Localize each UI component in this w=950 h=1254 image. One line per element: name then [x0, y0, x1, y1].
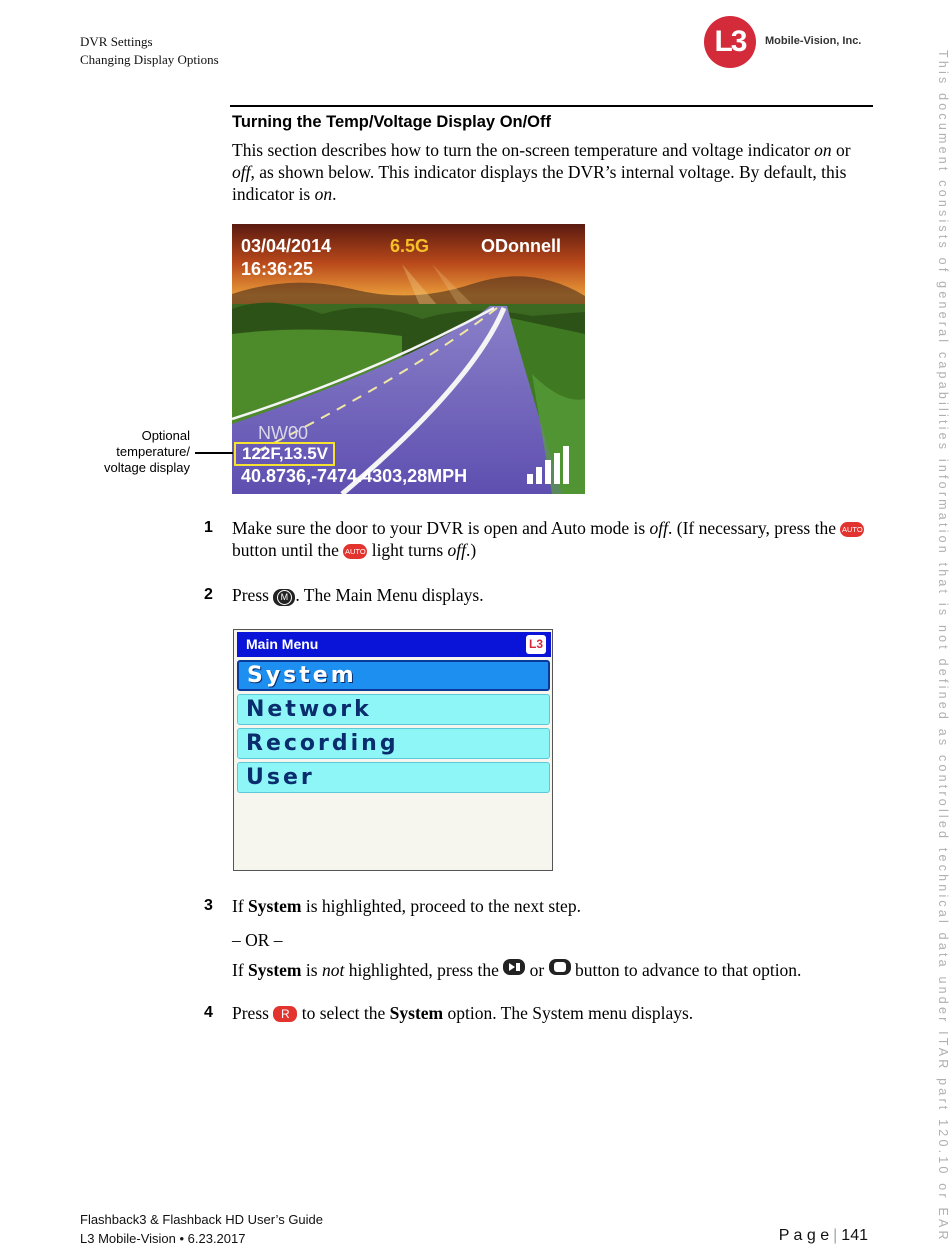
main-menu-screenshot [233, 629, 553, 871]
step-number: 2 [204, 586, 213, 603]
page-footer [80, 1210, 323, 1248]
signal-bars-icon [527, 444, 572, 484]
header-chapter: DVR Settings [80, 34, 153, 49]
page-number: P a g e | 141 [778, 1227, 868, 1244]
footer-guide-title: Flashback3 & Flashback HD User’s Guide [80, 1212, 324, 1227]
logo-text: Mobile-Vision, Inc. [765, 35, 862, 47]
auto-light-icon: AUTO [343, 544, 367, 559]
step-number: 4 [204, 1004, 213, 1021]
step-4-text: Press R to select the System option. The System menu displays. [232, 1003, 694, 1023]
step-1-text: Make sure the door to your DVR is open and Auto mode is off. (If necessary, press the AUTO button until the AUTO light turns off.) [232, 518, 863, 560]
record-button-icon: R [273, 1006, 297, 1022]
menu-item-network: Network [237, 694, 550, 725]
logo-mark: L3 [704, 16, 756, 68]
auto-button-icon: AUTO [840, 522, 864, 537]
overlay-temp-voltage: 122F,13.5V [234, 442, 335, 466]
play-pause-button-icon [503, 959, 525, 975]
menu-title: Main Menu [246, 636, 319, 652]
section-rule [230, 105, 873, 107]
menu-title-bar [237, 632, 551, 657]
section-title: Turning the Temp/Voltage Display On/Off [232, 113, 552, 131]
overlay-time: 16:36:25 [241, 259, 314, 279]
step-3-alt-text: If System is not highlighted, press the or button to advance to that option. [232, 960, 802, 980]
company-logo [704, 16, 874, 68]
page-header [80, 33, 219, 69]
overlay-date: 03/04/2014 [241, 236, 332, 256]
footer-publisher: L3 Mobile-Vision • 6.23.2017 [80, 1231, 246, 1246]
step-number: 1 [204, 519, 213, 536]
overlay-gps-speed: 40.8736,-7474.4303,28MPH [241, 466, 468, 486]
overlay-officer: ODonnell [481, 236, 561, 256]
menu-item-recording: Recording [237, 728, 550, 759]
itar-watermark: This document consists of general capabilities information that is not defined as controlled technical data under ITAR part 120.10 or EAR [936, 50, 950, 1243]
step-2-text: Press M . The Main Menu displays. [232, 585, 484, 605]
callout-leader-line [195, 452, 233, 454]
header-section: Changing Display Options [80, 52, 219, 67]
overlay-gforce: 6.5G [390, 236, 430, 256]
camera-screenshot [232, 224, 585, 494]
callout-label: Optional temperature/ voltage display [104, 428, 190, 475]
stop-button-icon [549, 959, 571, 975]
menu-button-icon: M [273, 589, 295, 606]
step-number: 3 [204, 897, 213, 914]
step-3-or: – OR – [232, 930, 283, 950]
menu-item-system: System [237, 660, 550, 691]
step-3-text: If System is highlighted, proceed to the next step. [232, 896, 581, 916]
section-intro: This section describes how to turn the on-screen temperature and voltage indicator on or off, as shown below. This indicator displays the DVR’s internal voltage. By default, this indicator is on. [232, 140, 851, 204]
menu-item-user: User [237, 762, 550, 793]
overlay-zone: NW00 [258, 423, 309, 443]
l3-logo-icon: L3 [526, 635, 546, 654]
